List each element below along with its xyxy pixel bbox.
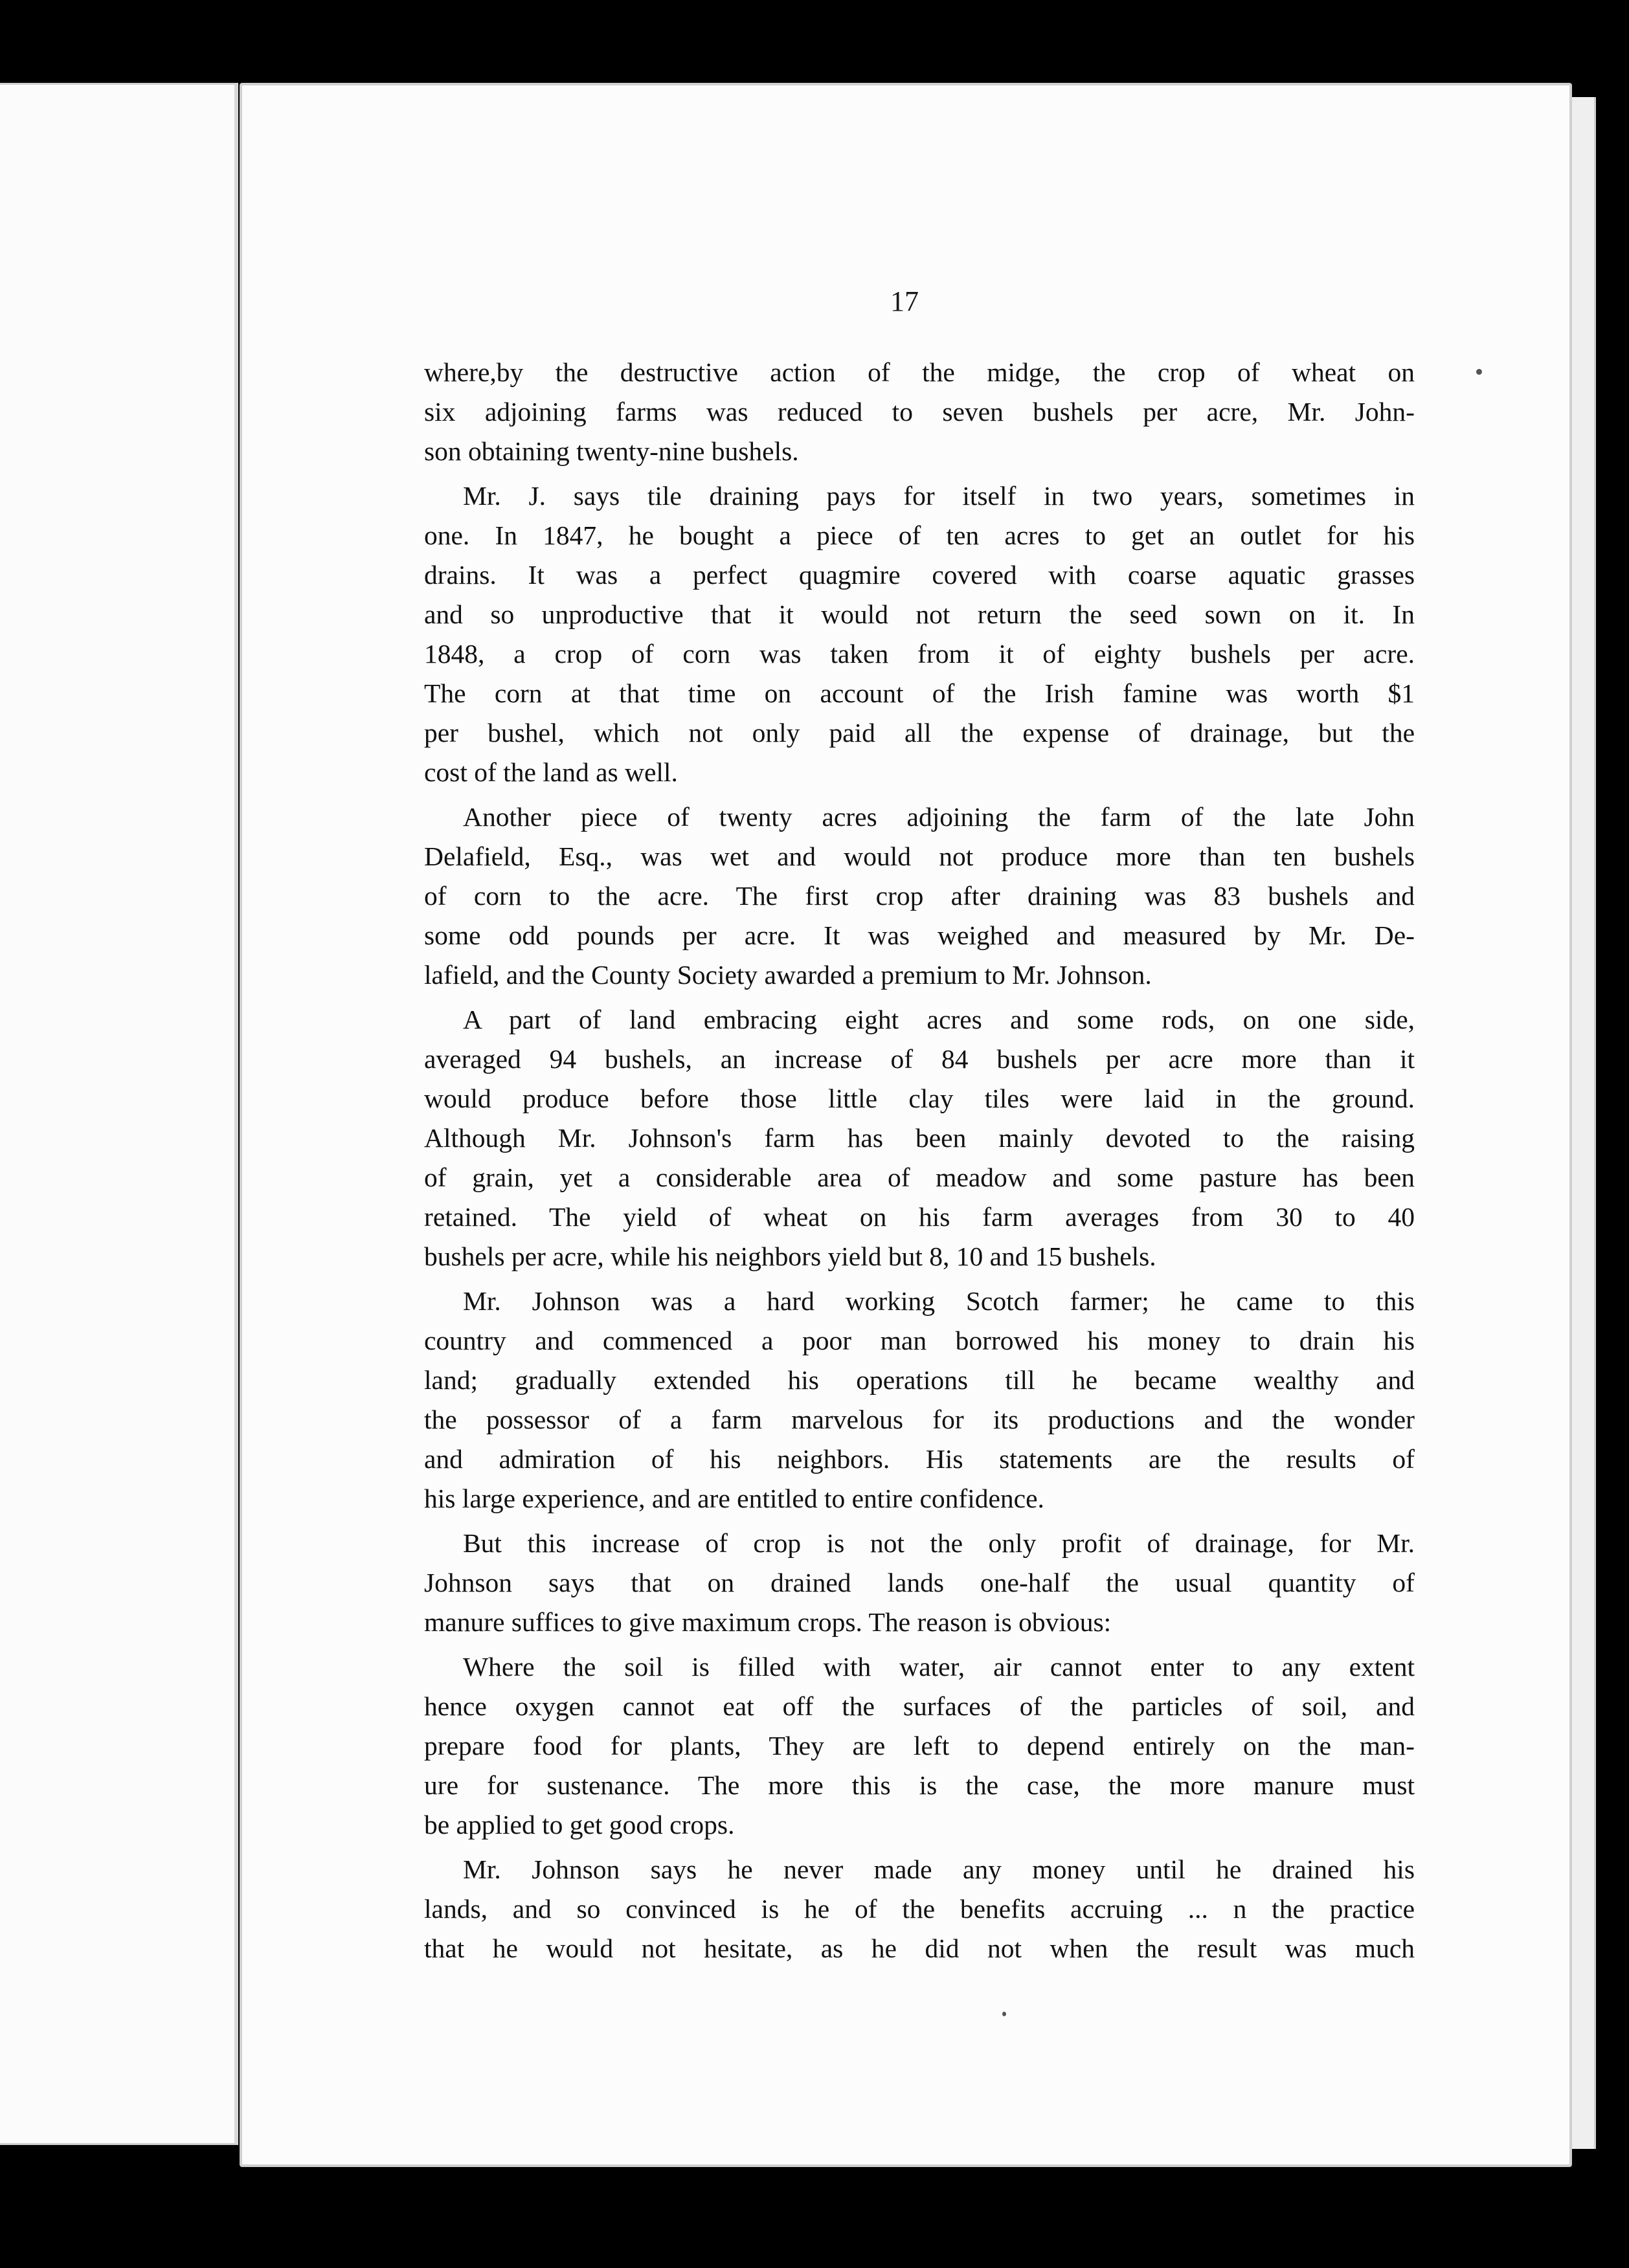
text-line: country and commenced a poor man borrowed his money to drain his <box>424 1326 1415 1355</box>
text-line: 1848, a crop of corn was taken from it of eighty bushels per acre. <box>424 639 1415 669</box>
text-line: and admiration of his neighbors. His statements are the results of <box>424 1444 1415 1474</box>
text-line: of grain, yet a considerable area of meadow and some pasture has been <box>424 1162 1415 1192</box>
text-line: hence oxygen cannot eat off the surfaces of the particles of soil, and <box>424 1691 1415 1721</box>
text-line: where,by the destructive action of the midge, the crop of wheat on <box>424 357 1415 387</box>
text-line: his large experience, and are entitled to entire confidence. <box>424 1484 1044 1513</box>
text-line: one. In 1847, he bought a piece of ten acres to get an outlet for his <box>424 520 1415 550</box>
text-line: Although Mr. Johnson's farm has been mainly devoted to the raising <box>424 1123 1415 1153</box>
text-line: that he would not hesitate, as he did not when the result was much <box>424 1933 1415 1963</box>
text-line: Johnson says that on drained lands one-half the usual quantity of <box>424 1568 1415 1597</box>
text-line: Mr. J. says tile draining pays for itself in two years, sometimes in <box>463 481 1415 511</box>
text-line: A part of land embracing eight acres and some rods, on one side, <box>463 1005 1415 1034</box>
text-line: per bushel, which not only paid all the expense of drainage, but the <box>424 718 1415 748</box>
text-line: But this increase of crop is not the only profit of drainage, for Mr. <box>463 1528 1415 1558</box>
text-line: retained. The yield of wheat on his farm averages from 30 to 40 <box>424 1202 1415 1232</box>
text-line: the possessor of a farm marvelous for its productions and the wonder <box>424 1405 1415 1434</box>
text-line: Mr. Johnson says he never made any money until he drained his <box>463 1854 1415 1884</box>
text-line: land; gradually extended his operations till he became wealthy and <box>424 1365 1415 1395</box>
text-line: prepare food for plants, They are left to depend entirely on the man- <box>424 1731 1415 1761</box>
text-line: manure suffices to give maximum crops. The reason is obvious: <box>424 1607 1112 1637</box>
text-line: of corn to the acre. The first crop after draining was 83 bushels and <box>424 881 1415 911</box>
text-line: bushels per acre, while his neighbors yield but 8, 10 and 15 bushels. <box>424 1241 1156 1271</box>
text-line: be applied to get good crops. <box>424 1810 735 1840</box>
speck <box>1476 369 1482 375</box>
text-line: Another piece of twenty acres adjoining the farm of the late John <box>463 802 1415 832</box>
text-line: son obtaining twenty-nine bushels. <box>424 436 799 466</box>
text-line: Delafield, Esq., was wet and would not produce more than ten bushels <box>424 841 1415 871</box>
text-line: six adjoining farms was reduced to seven bushels per acre, Mr. John- <box>424 397 1415 427</box>
text-line: cost of the land as well. <box>424 757 678 787</box>
text-line: ure for sustenance. The more this is the case, the more manure must <box>424 1770 1415 1800</box>
text-line: drains. It was a perfect quagmire covered with coarse aquatic grasses <box>424 560 1415 590</box>
facing-page-edge <box>0 83 238 2145</box>
page-stack-edge <box>1572 97 1596 2149</box>
page-number: 17 <box>890 285 919 317</box>
text-line: lafield, and the County Society awarded a premium to Mr. Johnson. <box>424 960 1152 990</box>
text-line: lands, and so convinced is he of the benefits accruing ... n the practice <box>424 1894 1415 1924</box>
text-line: averaged 94 bushels, an increase of 84 bushels per acre more than it <box>424 1044 1415 1074</box>
text-line: would produce before those little clay tiles were laid in the ground. <box>424 1084 1415 1113</box>
text-line: Mr. Johnson was a hard working Scotch farmer; he came to this <box>463 1286 1415 1316</box>
text-line: Where the soil is filled with water, air cannot enter to any extent <box>463 1652 1415 1682</box>
text-line: some odd pounds per acre. It was weighed and measured by Mr. De- <box>424 920 1415 950</box>
text-line: and so unproductive that it would not return the seed sown on it. In <box>424 599 1415 629</box>
speck <box>1002 2012 1006 2016</box>
body-text <box>424 353 1415 1968</box>
text-line: The corn at that time on account of the Irish famine was worth $1 <box>424 678 1415 708</box>
